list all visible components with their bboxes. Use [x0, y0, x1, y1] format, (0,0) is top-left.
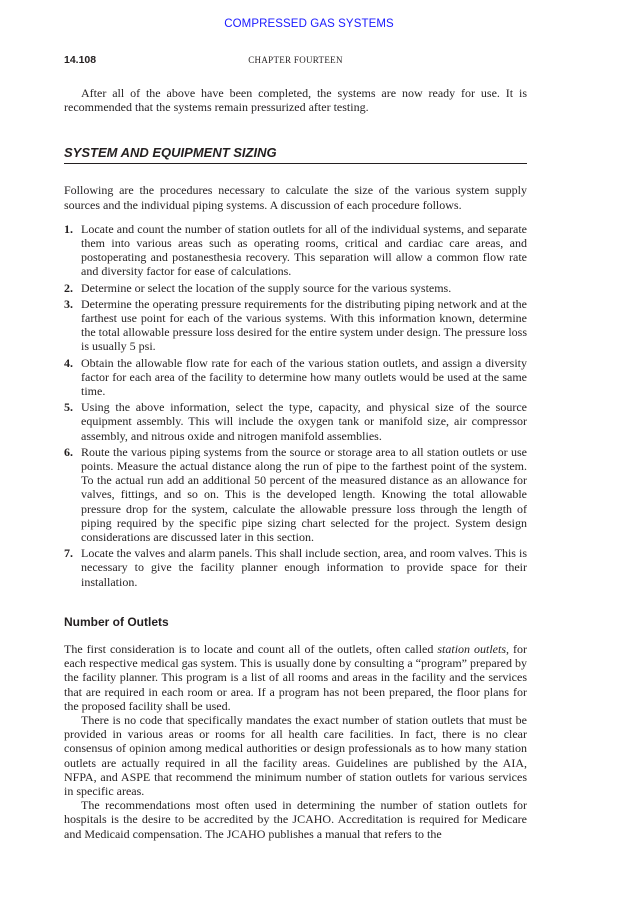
body-paragraph: [64, 642, 527, 713]
list-item-text: Determine the operating pressure requirements for the distributing piping network and at the farthest use point for each of the various systems. With this information known, determine the total allowable pressure loss desired for the entire system under design. The pressure loss is usually 5 psi.: [81, 296, 527, 354]
list-item-text: Locate the valves and alarm panels. This shall include section, area, and room valves. This is necessary to give the facility planner enough information to provide space for their installation.: [81, 546, 527, 589]
list-item-text: Determine or select the location of the supply source for the various systems.: [81, 280, 452, 295]
list-item-number: 4.: [64, 355, 73, 370]
body-paragraph: There is no code that specifically mandates the exact number of station outlets that must be provided in various areas or rooms for all health care facilities. In fact, there is no clear consensus of opinion among medical authorities or design professionals as to how many station outlets are actually required in all the facility areas. Guidelines are published by the AIA, NFPA, and ASPE that recommend the minimum number of station outlets for various services in specific areas.: [64, 712, 527, 798]
list-item: [64, 546, 527, 589]
section-intro: Following are the procedures necessary to calculate the size of the various system supply sources and the individual piping systems. A discussion of each procedure follows.: [64, 183, 527, 212]
procedure-list: [64, 222, 527, 589]
running-head: COMPRESSED GAS SYSTEMS: [224, 18, 394, 30]
list-item-number: 6.: [64, 444, 73, 459]
body-paragraph: The recommendations most often used in determining the number of station outlets for hospitals is the desire to be accredited by the JCAHO. Accreditation is required for Medicare and Medicaid compensation. The JCAHO publishes a manual that refers to the: [64, 798, 527, 841]
list-item-text: Route the various piping systems from the source or storage area to all station outlets or use points. Measure the actual distance along the run of pipe to the farthest point of the system. To the actual run add an additional 50 percent of the measured distance as an allowance for valves, fittings, and so on. This is the developed length. Knowing the total allowable pressure drop for the system, calculate the allowable pressure loss through the length of piping required by the specific pipe sizing chart selected for the project. System design considerations are discussed later in this section.: [81, 444, 527, 545]
paragraph-text: The first consideration is to locate and count all of the outlets, often called: [64, 641, 438, 656]
chapter-title: CHAPTER FOURTEEN: [248, 55, 343, 65]
page-body: [64, 86, 527, 841]
section-heading: SYSTEM AND EQUIPMENT SIZING: [64, 145, 527, 164]
opening-paragraph: After all of the above have been completed, the systems are now ready for use. It is recommended that the systems remain pressurized after testing.: [64, 86, 527, 115]
list-item-number: 3.: [64, 296, 73, 311]
list-item: [64, 222, 527, 279]
list-item-text: Using the above information, select the type, capacity, and physical size of the source equipment assembly. This will include the oxygen tank or manifold size, air compressor assembly, and nitrous oxide and nitrogen manifold assemblies.: [81, 400, 527, 443]
list-item-number: 1.: [64, 221, 73, 236]
emphasized-term: station outlets,: [437, 641, 510, 656]
paragraph-text: for each respective medical gas system. This is usually done by consulting a “program” prepared by the facility planner. This program is a list of all rooms and areas in the facility and the services that are required in each room or area. If a program has not been prepared, the floor plans for the proposed facility shall be used.: [64, 641, 527, 713]
list-item-text: Locate and count the number of station outlets for all of the individual systems, and separate them into various areas such as operating rooms, critical and cardiac care areas, and postoperating and postanesthesia recovery. This separation will allow a common flow rate and diversity factor for ease of calculations.: [81, 221, 527, 279]
list-item-text: Obtain the allowable flow rate for each of the various station outlets, and assign a diversity factor for each area of the facility to determine how many outlets would be used at the same time.: [81, 355, 527, 399]
list-item-number: 5.: [64, 400, 73, 415]
list-item: [64, 400, 527, 443]
list-item-number: 2.: [64, 280, 73, 295]
list-item: [64, 356, 527, 399]
list-item: [64, 445, 527, 544]
list-item: [64, 281, 527, 295]
list-item: [64, 297, 527, 354]
list-item-number: 7.: [64, 546, 73, 561]
subsection-heading: Number of Outlets: [64, 614, 169, 629]
folio-row: [64, 54, 527, 68]
page-number: 14.108: [64, 54, 97, 66]
